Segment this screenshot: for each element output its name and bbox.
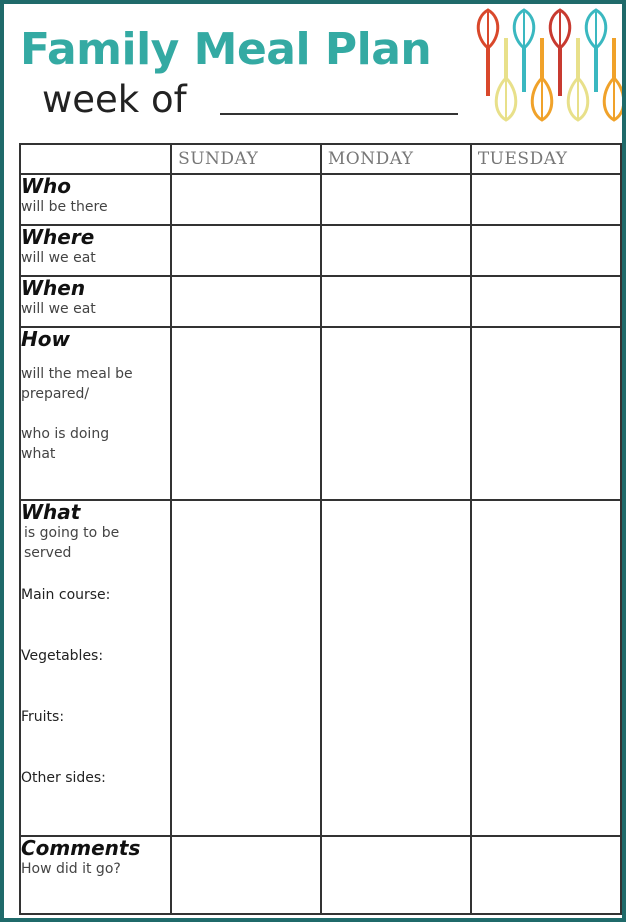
whisk-icon bbox=[550, 10, 570, 96]
cell-when-sunday[interactable] bbox=[171, 276, 321, 327]
what-item-fruits: Fruits: bbox=[21, 709, 65, 725]
row-title: When bbox=[21, 276, 86, 300]
row-what bbox=[20, 500, 621, 836]
row-comments bbox=[20, 836, 621, 914]
row-title: Comments bbox=[21, 836, 141, 860]
whisk-icon bbox=[586, 10, 606, 92]
cell-what-sunday[interactable] bbox=[171, 500, 321, 836]
row-label-when bbox=[20, 276, 171, 327]
row-who bbox=[20, 174, 621, 225]
column-header-sunday: SUNDAY bbox=[171, 144, 321, 174]
cell-when-tuesday[interactable] bbox=[471, 276, 621, 327]
whisk-icon bbox=[568, 38, 588, 120]
row-label-who bbox=[20, 174, 171, 225]
column-header-tuesday: TUESDAY bbox=[471, 144, 621, 174]
row-subtitle: will the meal be prepared/ bbox=[21, 366, 133, 402]
cell-comments-monday[interactable] bbox=[321, 836, 471, 914]
whisk-icon bbox=[532, 38, 552, 120]
row-title: Who bbox=[21, 174, 72, 198]
column-header-monday: MONDAY bbox=[321, 144, 471, 174]
page-title: Family Meal Plan bbox=[20, 24, 432, 75]
header-row bbox=[20, 144, 621, 174]
cell-what-monday[interactable] bbox=[321, 500, 471, 836]
row-subtitle: How did it go? bbox=[21, 861, 121, 877]
row-subtitle: who is doing what bbox=[21, 426, 110, 462]
row-label-how bbox=[20, 327, 171, 500]
row-label-comments bbox=[20, 836, 171, 914]
corner-cell bbox=[20, 144, 171, 174]
what-item-vegetables: Vegetables: bbox=[21, 648, 104, 664]
cell-how-monday[interactable] bbox=[321, 327, 471, 500]
cell-what-tuesday[interactable] bbox=[471, 500, 621, 836]
row-subtitle: is going to be served bbox=[24, 525, 120, 561]
cell-comments-tuesday[interactable] bbox=[471, 836, 621, 914]
row-title: How bbox=[21, 327, 70, 351]
row-subtitle: will we eat bbox=[21, 301, 96, 317]
row-title: Where bbox=[21, 225, 95, 249]
whisk-icon bbox=[604, 38, 624, 120]
row-how bbox=[20, 327, 621, 500]
whisk-icon bbox=[478, 10, 498, 96]
row-subtitle: will we eat bbox=[21, 250, 96, 266]
cell-how-sunday[interactable] bbox=[171, 327, 321, 500]
whisk-icon bbox=[496, 38, 516, 120]
cell-who-monday[interactable] bbox=[321, 174, 471, 225]
cell-where-tuesday[interactable] bbox=[471, 225, 621, 276]
week-of-blank-line[interactable] bbox=[220, 113, 458, 115]
what-item-main-course: Main course: bbox=[21, 587, 111, 603]
row-label-where bbox=[20, 225, 171, 276]
row-where bbox=[20, 225, 621, 276]
row-title: What bbox=[21, 500, 81, 524]
cell-when-monday[interactable] bbox=[321, 276, 471, 327]
cell-who-sunday[interactable] bbox=[171, 174, 321, 225]
cell-comments-sunday[interactable] bbox=[171, 836, 321, 914]
row-when bbox=[20, 276, 621, 327]
what-item-other-sides: Other sides: bbox=[21, 770, 106, 786]
whisks-illustration bbox=[470, 8, 626, 128]
row-label-what bbox=[20, 500, 171, 836]
week-of-label: week of bbox=[42, 78, 187, 121]
meal-plan-table bbox=[19, 143, 622, 915]
cell-where-sunday[interactable] bbox=[171, 225, 321, 276]
row-subtitle: will be there bbox=[21, 199, 108, 215]
cell-where-monday[interactable] bbox=[321, 225, 471, 276]
cell-how-tuesday[interactable] bbox=[471, 327, 621, 500]
whisk-icon bbox=[514, 10, 534, 92]
cell-who-tuesday[interactable] bbox=[471, 174, 621, 225]
